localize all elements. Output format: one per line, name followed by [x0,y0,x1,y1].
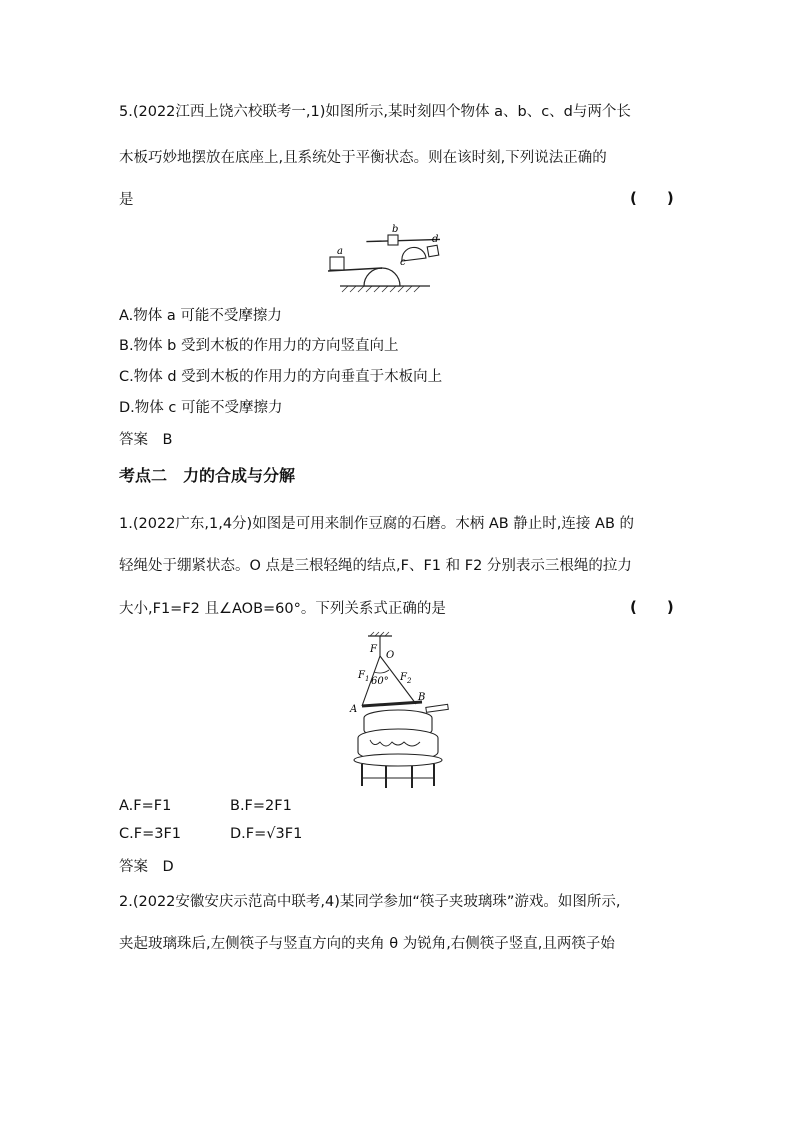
label-angle: 60° [371,676,389,687]
ground-hatch [342,286,420,292]
table-top [354,754,442,766]
q1-answer-paren: ( ) [630,598,674,616]
q2-line-2: 夹起玻璃珠后,左侧筷子与竖直方向的夹角 θ 为锐角,右侧筷子竖直,且两筷子始 [119,936,615,952]
label-f2: $F_2$ [400,672,412,685]
label-d: d [432,234,439,245]
q5-option-a: A.物体 a 可能不受摩擦力 [119,308,282,324]
label-f1: $F_1$ [358,670,370,683]
label-f: F [370,644,377,655]
q1-option-c: C.F=3F1 [119,826,182,842]
label-c: c [400,257,406,268]
q1-option-a: A.F=F1 [119,798,172,814]
label-b: B [418,692,426,703]
section-heading: 考点二 力的合成与分解 [119,466,296,485]
handle-ab [362,702,422,706]
q5-option-d: D.物体 c 可能不受摩擦力 [119,400,283,416]
q5-answer: 答案 B [119,432,173,448]
handle-end [426,704,448,712]
q5-line-1: 5.(2022江西上饶六校联考一,1)如图所示,某时刻四个物体 a、b、c、d与两个长 [119,104,631,120]
q1-line-1: 1.(2022广东,1,4分)如图是可用来制作豆腐的石磨。木柄 AB 静止时,连接 AB 的 [119,516,634,532]
block-d [427,245,439,257]
q1-answer: 答案 D [119,859,174,875]
label-a: A [350,704,358,715]
label-o: O [386,650,395,661]
q5-option-c: C.物体 d 受到木板的作用力的方向垂直于木板向上 [119,369,443,385]
q5-line-3: 是 [119,192,134,208]
base-semicircle [364,268,400,286]
q5-answer-paren: ( ) [630,189,674,207]
q1-line-2: 轻绳处于绷紧状态。O 点是三根轻绳的结点,F、F1 和 F2 分别表示三根绳的拉力 [119,558,632,574]
label-b: b [392,224,399,235]
q2-line-1: 2.(2022安徽安庆示范高中联考,4)某同学参加“筷子夹玻璃珠”游戏。如图所示, [119,894,621,910]
q1-millstone-figure [340,630,460,790]
angle-arc [374,670,389,673]
block-b [388,235,398,245]
q5-option-b: B.物体 b 受到木板的作用力的方向竖直向上 [119,338,399,354]
q5-line-2: 木板巧妙地摆放在底座上,且系统处于平衡状态。则在该时刻,下列说法正确的 [119,150,607,166]
label-a: a [337,246,343,257]
q1-option-b: B.F=2F1 [230,798,292,814]
q1-option-d: D.F=√3F1 [230,826,303,842]
block-a [330,257,344,270]
q1-line-3: 大小,F1=F2 且∠AOB=60°。下列关系式正确的是 [119,601,446,617]
q5-seesaw-figure [320,222,440,294]
